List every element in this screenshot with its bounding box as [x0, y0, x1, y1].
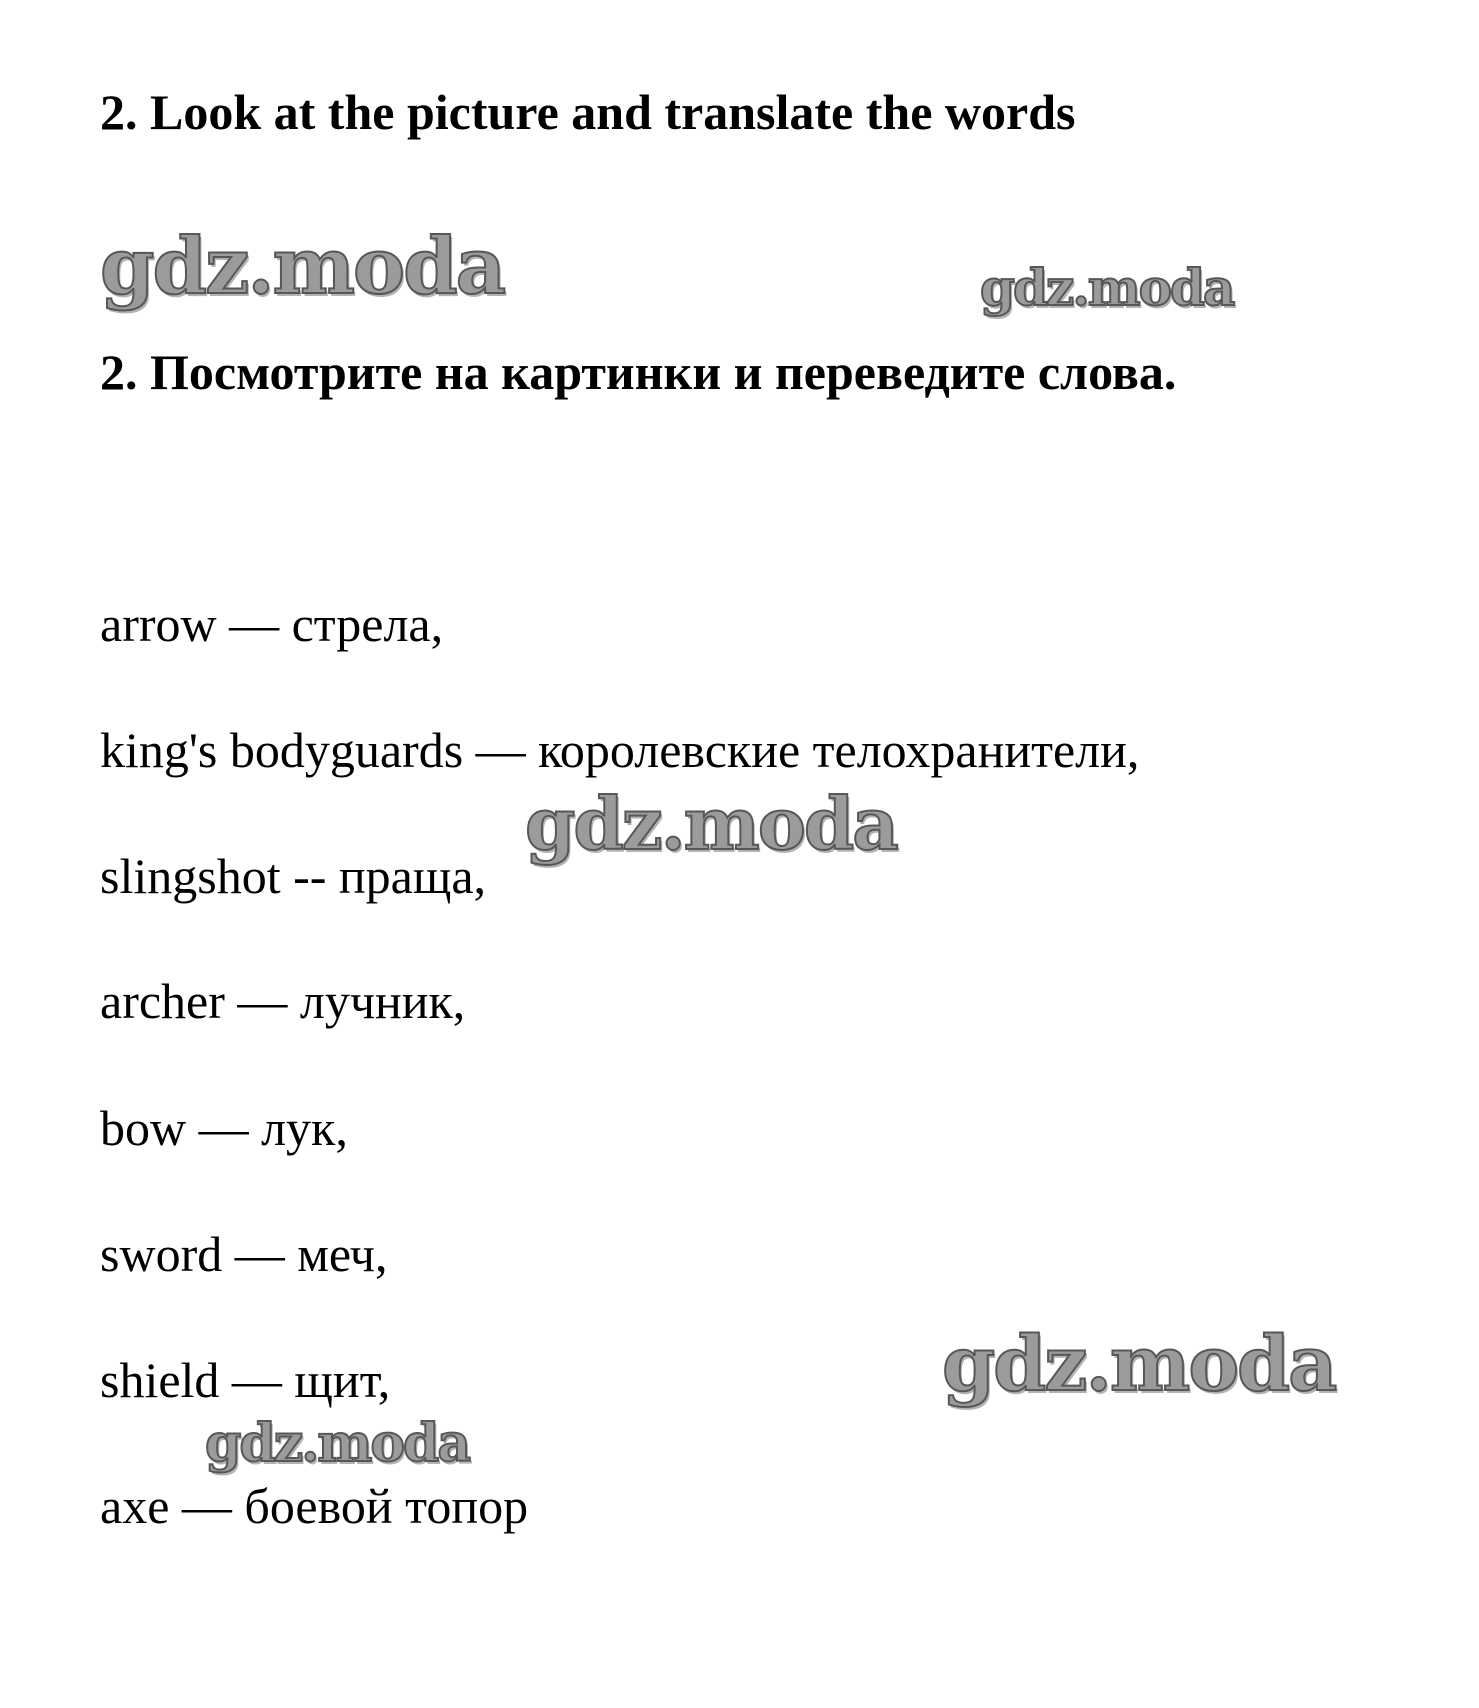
watermark: gdz.moda — [942, 1319, 1336, 1408]
vocabulary-item-bow: bow — лук, — [100, 1100, 348, 1156]
vocabulary-item-slingshot: slingshot -- праща, — [100, 848, 487, 904]
exercise-title-russian: 2. Посмотрите на картинки и переведите слова. — [100, 344, 1177, 400]
exercise-title-english: 2. Look at the picture and translate the words — [100, 84, 1076, 140]
watermark: gdz.moda — [980, 258, 1234, 317]
vocabulary-item-sword: sword — меч, — [100, 1226, 388, 1282]
vocabulary-item-axe: axe — боевой топор — [100, 1478, 529, 1534]
watermark: gdz.moda — [100, 221, 505, 312]
vocabulary-item-kings-bodyguards: king's bodyguards — королевские телохранители, — [100, 722, 1140, 778]
watermark: gdz.moda — [525, 781, 897, 866]
vocabulary-item-arrow: arrow — стрела, — [100, 596, 444, 652]
watermark: gdz.moda — [205, 1413, 470, 1474]
vocabulary-item-archer: archer — лучник, — [100, 973, 466, 1029]
vocabulary-item-shield: shield — щит, — [100, 1352, 391, 1408]
